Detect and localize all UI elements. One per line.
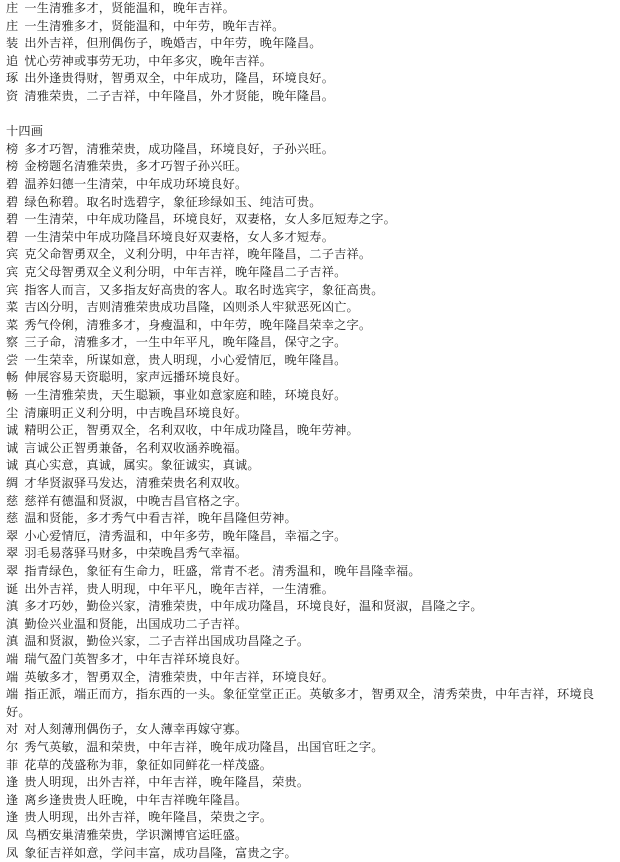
entry-description: 英敏多才，智勇双全，清雅荣贵，中年吉祥，环境良好。 <box>24 670 334 684</box>
entry-description: 金榜题名清雅荣贵，多才巧智子孙兴旺。 <box>24 159 247 173</box>
entry-row <box>6 563 612 581</box>
entry-row <box>6 141 612 159</box>
entry-character: 菜 <box>6 318 18 332</box>
entry-row <box>6 598 612 616</box>
entry-character: 追 <box>6 54 18 68</box>
entry-character: 滇 <box>6 634 18 648</box>
entry-description: 象征吉祥如意，学问丰富，成功昌隆，富贵之字。 <box>24 846 297 860</box>
entry-character: 翠 <box>6 546 18 560</box>
entry-row <box>6 158 612 176</box>
entry-row <box>6 581 612 599</box>
entry-row <box>6 35 612 53</box>
entry-description: 瑞气盈门英智多才，中年吉祥环境良好。 <box>24 652 247 666</box>
entry-description: 吉凶分明，吉则清雅荣贵成功昌隆，凶则杀人牢狱恶死凶亡。 <box>24 300 358 314</box>
entry-character: 菲 <box>6 758 18 772</box>
entry-row <box>6 0 612 18</box>
entry-description: 贵人明现，出外吉祥，晚年隆昌，荣贵之字。 <box>24 810 272 824</box>
entry-description: 克父母智勇双全义利分明，中年吉祥，晚年隆昌二子吉祥。 <box>24 265 346 279</box>
entry-row <box>6 493 612 511</box>
entry-character: 对 <box>6 722 18 736</box>
section-heading: 十四画 <box>6 123 612 141</box>
entry-row <box>6 387 612 405</box>
entry-row <box>6 669 612 687</box>
entry-row <box>6 616 612 634</box>
entry-character: 碧 <box>6 195 18 209</box>
entry-row <box>6 809 612 827</box>
entry-character: 碧 <box>6 177 18 191</box>
entry-row <box>6 633 612 651</box>
entry-character: 端 <box>6 687 18 701</box>
entry-description: 指青绿色，象征有生命力，旺盛，常青不老。清秀温和，晚年昌隆幸福。 <box>24 564 420 578</box>
entry-row <box>6 334 612 352</box>
entry-row <box>6 827 612 845</box>
entry-description: 温和贤淑，勤俭兴家，二子吉祥出国成功昌隆之子。 <box>24 634 309 648</box>
entry-character: 畅 <box>6 388 18 402</box>
entry-character: 宾 <box>6 247 18 261</box>
entry-description: 多才巧智，清雅荣贵，成功隆昌，环境良好，子孙兴旺。 <box>24 142 334 156</box>
entry-description: 小心爱情厄，清秀温和，中年多劳，晚年隆昌，幸福之字。 <box>24 529 346 543</box>
entry-row <box>6 229 612 247</box>
entry-row <box>6 774 612 792</box>
entry-character: 凤 <box>6 846 18 860</box>
entry-character: 宾 <box>6 283 18 297</box>
entry-description: 指客人而言，又多指友好高贵的客人。取名时选宾字，象征高贵。 <box>24 283 383 297</box>
entry-description: 贵人明现，出外吉祥，中年吉祥，晚年隆昌，荣贵。 <box>24 775 309 789</box>
entry-row <box>6 545 612 563</box>
entry-description: 指正派，端正而方，指东西的一头。象征堂堂正正。英敏多才，智勇双全，清秀荣贵，中年吉祥，环境良好。 <box>6 687 594 719</box>
entry-character: 滇 <box>6 617 18 631</box>
entry-row <box>6 317 612 335</box>
entry-row <box>6 510 612 528</box>
entry-character: 碧 <box>6 230 18 244</box>
entry-character: 碧 <box>6 212 18 226</box>
entry-character: 端 <box>6 652 18 666</box>
entry-character: 翠 <box>6 564 18 578</box>
entry-character: 察 <box>6 335 18 349</box>
entry-description: 清雅荣贵，二子吉祥，中年隆昌，外才贤能，晚年隆昌。 <box>24 89 334 103</box>
entry-row <box>6 246 612 264</box>
entry-description: 一生荣幸，所谋如意，贵人明现，小心爱情厄，晚年隆昌。 <box>24 353 346 367</box>
entry-character: 畅 <box>6 370 18 384</box>
entry-character: 榜 <box>6 159 18 173</box>
entry-character: 尔 <box>6 740 18 754</box>
entry-description: 温养妇德一生清荣，中年成功环境良好。 <box>24 177 247 191</box>
entry-character: 榜 <box>6 142 18 156</box>
entry-row <box>6 264 612 282</box>
entry-row <box>6 352 612 370</box>
entry-description: 一生清雅多才，贤能温和，晚年吉祥。 <box>24 1 235 15</box>
entry-description: 出外逢贵得财，智勇双全，中年成功，隆昌，环境良好。 <box>24 71 334 85</box>
entry-description: 温和贤能，多才秀气中看吉祥，晚年昌隆但劳神。 <box>24 511 297 525</box>
entry-row <box>6 845 612 862</box>
entry-row <box>6 475 612 493</box>
entry-description: 精明公正，智勇双全，名利双收，中年成功隆昌，晚年劳神。 <box>24 423 358 437</box>
entry-row <box>6 721 612 739</box>
entry-character: 宾 <box>6 265 18 279</box>
entry-description: 伸展容易天资聪明，家声远播环境良好。 <box>24 370 247 384</box>
entry-character: 尝 <box>6 353 18 367</box>
entry-description: 出外吉祥，贵人明现，中年平凡，晚年吉祥，一生清雅。 <box>24 582 334 596</box>
entry-row <box>6 53 612 71</box>
entry-row <box>6 299 612 317</box>
entry-row <box>6 528 612 546</box>
entry-character: 诚 <box>6 458 18 472</box>
entry-description: 一生清雅荣贵，天生聪颖，事业如意家庭和睦，环境良好。 <box>24 388 346 402</box>
entry-description: 秀气伶俐，清雅多才，身瘦温和，中年劳，晚年隆昌荣幸之字。 <box>24 318 371 332</box>
entry-character: 诚 <box>6 423 18 437</box>
entry-row <box>6 422 612 440</box>
entry-row <box>6 651 612 669</box>
entry-character: 诚 <box>6 441 18 455</box>
entry-character: 逢 <box>6 810 18 824</box>
entry-row <box>6 440 612 458</box>
entry-row <box>6 88 612 106</box>
entry-character: 琢 <box>6 71 18 85</box>
entry-list-top <box>6 0 612 106</box>
entry-character: 端 <box>6 670 18 684</box>
entry-character: 凤 <box>6 828 18 842</box>
entry-description: 勤俭兴业温和贤能，出国成功二子吉祥。 <box>24 617 247 631</box>
entry-row <box>6 457 612 475</box>
entry-description: 离乡逢贵贵人旺晚，中年吉祥晚年隆昌。 <box>24 793 247 807</box>
entry-character: 逢 <box>6 775 18 789</box>
entry-character: 慈 <box>6 494 18 508</box>
entry-character: 诞 <box>6 582 18 596</box>
entry-description: 多才巧妙，勤俭兴家，清雅荣贵，中年成功隆昌，环境良好，温和贤淑，昌隆之字。 <box>24 599 482 613</box>
entry-character: 绸 <box>6 476 18 490</box>
entry-description: 真心实意，真诚，属实。象征诚实，真诚。 <box>24 458 259 472</box>
entry-description: 一生清荣，中年成功隆昌，环境良好，双妻格，女人多厄短寿之字。 <box>24 212 396 226</box>
entry-row <box>6 211 612 229</box>
entry-description: 绿色称碧。取名时选碧字，象征珍绿如玉、纯洁可贵。 <box>24 195 321 209</box>
entry-description: 言诚公正智勇兼备，名利双收涵养晚福。 <box>24 441 247 455</box>
entry-character: 慈 <box>6 511 18 525</box>
entry-list-fourteen-strokes <box>6 141 612 862</box>
entry-description: 忧心劳神或事劳无功，中年多灾，晚年吉祥。 <box>24 54 272 68</box>
entry-description: 羽毛易落驿马财多，中荣晚昌秀气幸福。 <box>24 546 247 560</box>
entry-description: 对人刻薄刑偶伤子，女人薄幸再嫁守寡。 <box>24 722 247 736</box>
entry-character: 逢 <box>6 793 18 807</box>
entry-description: 花草的茂盛称为菲，象征如同鲜花一样茂盛。 <box>24 758 272 772</box>
entry-description: 秀气英敏，温和荣贵，中年吉祥，晚年成功隆昌，出国官旺之字。 <box>24 740 383 754</box>
entry-row <box>6 282 612 300</box>
entry-description: 一生清荣中年成功隆昌环境良好双妻格，女人多才短寿。 <box>24 230 334 244</box>
entry-description: 才华贤淑驿马发达，清雅荣贵名利双收。 <box>24 476 247 490</box>
entry-description: 克父命智勇双全，义利分明，中年吉祥，晚年隆昌，二子吉祥。 <box>24 247 371 261</box>
entry-description: 三子命，清雅多才，一生中年平凡，晚年隆昌，保守之字。 <box>24 335 346 349</box>
entry-row <box>6 792 612 810</box>
entry-row <box>6 194 612 212</box>
entry-row <box>6 18 612 36</box>
entry-character: 庄 <box>6 19 18 33</box>
entry-character: 资 <box>6 89 18 103</box>
entry-character: 滇 <box>6 599 18 613</box>
entry-row <box>6 405 612 423</box>
entry-description: 慈祥有德温和贤淑，中晚吉昌官格之字。 <box>24 494 247 508</box>
entry-character: 菜 <box>6 300 18 314</box>
entry-character: 翠 <box>6 529 18 543</box>
entry-row <box>6 739 612 757</box>
entry-row <box>6 70 612 88</box>
entry-row <box>6 757 612 775</box>
entry-description: 清廉明正义利分明，中吉晚昌环境良好。 <box>24 406 247 420</box>
entry-description: 一生清雅多才，贤能温和，中年劳，晚年吉祥。 <box>24 19 284 33</box>
entry-character: 庄 <box>6 1 18 15</box>
entry-character: 尘 <box>6 406 18 420</box>
entry-character: 装 <box>6 36 18 50</box>
entry-row <box>6 176 612 194</box>
entry-description: 出外吉祥，但刑偶伤子，晚婚吉，中年劳，晚年隆昌。 <box>24 36 321 50</box>
spacer <box>6 106 612 124</box>
entry-row <box>6 369 612 387</box>
entry-row <box>6 686 612 721</box>
entry-description: 鸟栖安巢清雅荣贵，学识渊博官运旺盛。 <box>24 828 247 842</box>
